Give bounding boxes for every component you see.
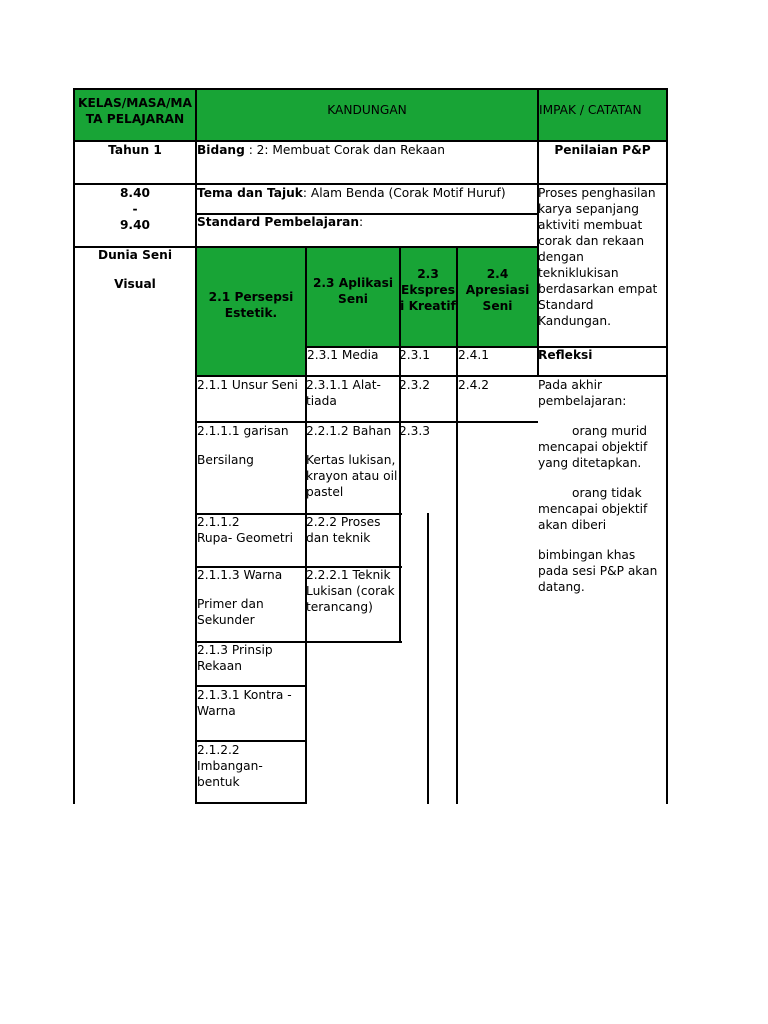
subheader-apresiasi — [458, 266, 537, 314]
cell-warna-aplikasi — [306, 567, 395, 615]
cell-media-ekspresi: 2.3.1 — [399, 348, 431, 362]
standard-row — [197, 214, 363, 230]
header-kelas-line1: KELAS/MASA/MA — [78, 96, 192, 110]
tema-label: Tema dan Tajuk — [197, 186, 303, 200]
proses-line: aktiviti membuat — [538, 218, 643, 232]
header-kandungan: KANDUNGAN — [327, 103, 407, 117]
grid-line — [427, 513, 429, 804]
bidang-row — [197, 142, 445, 158]
tahun-label: Tahun 1 — [108, 143, 162, 157]
subheader-persepsi — [197, 289, 305, 321]
grid-line — [456, 421, 458, 804]
cell-prinsip-persepsi-line1: 2.1.3 Prinsip — [197, 643, 273, 657]
subheader-ekspresi-line2: Ekspres — [401, 283, 455, 297]
proses-line: Proses penghasilan — [538, 186, 656, 200]
murid-line: yang ditetapkan. — [538, 456, 642, 470]
proses-line: corak dan rekaan — [538, 234, 645, 248]
cell-garisan-persepsi — [197, 423, 289, 468]
cell-rupa-persepsi-line2: Rupa- Geometri — [197, 531, 294, 545]
cell-warna-persepsi-line1: 2.1.1.3 Warna — [197, 568, 283, 582]
pada-line: Pada akhir — [538, 378, 602, 392]
cell-warna-aplikasi-line1: 2.2.2.1 Teknik — [306, 568, 391, 582]
tidak-line: mencapai objektif — [538, 502, 648, 516]
subheader-aplikasi-line2: Seni — [338, 292, 368, 306]
grid-line — [666, 88, 668, 804]
time-start: 8.40 — [119, 186, 151, 200]
proses-line: berdasarkan empat — [538, 282, 658, 296]
cell-garisan-aplikasi — [306, 423, 397, 500]
cell-imbangan-persepsi — [197, 742, 263, 790]
cell-prinsip-persepsi-line2: Rekaan — [197, 659, 242, 673]
standard-label: Standard Pembelajaran — [197, 215, 360, 229]
cell-garisan-aplikasi-line3: krayon atau oil — [306, 469, 398, 483]
subheader-aplikasi-line1: 2.3 Aplikasi — [312, 276, 394, 290]
cell-media-aplikasi: 2.3.1 Media — [307, 348, 379, 362]
proses-line: karya sepanjang — [538, 202, 639, 216]
proses-line: dengan — [538, 250, 584, 264]
subheader-aplikasi — [307, 275, 399, 307]
cell-unsur-apresiasi: 2.4.2 — [458, 378, 490, 392]
cell-kontra-persepsi — [197, 687, 292, 719]
bidang-value: : 2: Membuat Corak dan Rekaan — [244, 143, 445, 157]
cell-garisan-aplikasi-line4: pastel — [306, 485, 344, 499]
cell-media-apresiasi: 2.4.1 — [458, 348, 490, 362]
proses-text — [538, 185, 657, 329]
cell-unsur-persepsi: 2.1.1 Unsur Seni — [197, 378, 298, 392]
cell-prinsip-persepsi — [197, 642, 273, 674]
subject-line1: Dunia Seni — [97, 248, 172, 262]
cell-kontra-persepsi-line1: 2.1.3.1 Kontra - — [197, 688, 292, 702]
header-impak: IMPAK / CATATAN — [539, 103, 642, 117]
tidak-blank-line: orang tidak — [572, 486, 642, 500]
time-dash: - — [132, 202, 138, 216]
tema-value: : Alam Benda (Corak Motif Huruf) — [302, 186, 506, 200]
header-kelas — [75, 95, 195, 127]
cell-warna-persepsi — [197, 567, 282, 628]
cell-garisan-aplikasi-line1: 2.2.1.2 Bahan — [306, 424, 392, 438]
bimbingan-line: bimbingan khas — [538, 548, 636, 562]
cell-garisan-persepsi-line2: Bersilang — [197, 453, 254, 467]
cell-warna-aplikasi-line3: terancang) — [306, 600, 373, 614]
cell-rupa-persepsi-line1: 2.1.1.2 — [197, 515, 240, 529]
pada-line: pembelajaran: — [538, 394, 627, 408]
subheader-apresiasi-line1: 2.4 — [486, 267, 509, 281]
refleksi-label: Refleksi — [538, 348, 593, 362]
cell-imbangan-persepsi-line1: 2.1.2.2 — [197, 743, 240, 757]
subheader-persepsi-line2: Estetik. — [224, 306, 278, 320]
subheader-ekspresi-line3: i Kreatif — [400, 299, 456, 313]
subheader-apresiasi-line3: Seni — [482, 299, 513, 313]
time-range — [75, 185, 195, 233]
subheader-ekspresi — [400, 266, 456, 314]
tema-row — [197, 185, 506, 201]
reflection-text — [538, 377, 657, 595]
time-end: 9.40 — [119, 218, 151, 232]
cell-imbangan-persepsi-line2: Imbangan- — [197, 759, 263, 773]
cell-warna-persepsi-line2: Primer dan — [197, 597, 264, 611]
subheader-ekspresi-line1: 2.3 — [417, 267, 439, 281]
cell-warna-aplikasi-line2: Lukisan (corak — [306, 584, 395, 598]
cell-garisan-persepsi-line1: 2.1.1.1 garisan — [197, 424, 289, 438]
cell-unsur-ekspresi: 2.3.2 — [399, 378, 431, 392]
proses-line: Kandungan. — [538, 314, 611, 328]
grid-line — [73, 88, 668, 90]
cell-rupa-persepsi — [197, 514, 293, 546]
cell-garisan-ekspresi: 2.3.3 — [399, 424, 431, 438]
header-kelas-line2: TA PELAJARAN — [85, 112, 185, 126]
penilaian-label: Penilaian P&P — [554, 143, 651, 157]
bimbingan-line: pada sesi P&P akan — [538, 564, 658, 578]
persepsi-fill-extend — [196, 346, 306, 376]
standard-colon: : — [359, 215, 364, 229]
cell-garisan-aplikasi-line2: Kertas lukisan, — [306, 453, 396, 467]
tidak-line: akan diberi — [538, 518, 607, 532]
subheader-persepsi-line1: 2.1 Persepsi — [208, 290, 294, 304]
grid-line — [195, 802, 307, 804]
bimbingan-line: datang. — [538, 580, 585, 594]
subheader-apresiasi-line2: Apresiasi — [465, 283, 530, 297]
proses-line: tekniklukisan — [538, 266, 619, 280]
bidang-label: Bidang — [197, 143, 245, 157]
cell-rupa-aplikasi-line1: 2.2.2 Proses — [306, 515, 381, 529]
cell-warna-persepsi-line3: Sekunder — [197, 613, 255, 627]
cell-rupa-aplikasi — [306, 514, 380, 546]
cell-unsur-aplikasi — [306, 377, 381, 409]
murid-line: mencapai objektif — [538, 440, 648, 454]
cell-rupa-aplikasi-line2: dan teknik — [306, 531, 371, 545]
proses-line: Standard — [538, 298, 594, 312]
cell-unsur-aplikasi-line2: tiada — [306, 394, 337, 408]
murid-blank-line: orang murid — [572, 424, 647, 438]
subject-line2: Visual — [114, 277, 156, 291]
cell-imbangan-persepsi-line3: bentuk — [197, 775, 240, 789]
cell-unsur-aplikasi-line1: 2.3.1.1 Alat- — [306, 378, 381, 392]
cell-kontra-persepsi-line2: Warna — [197, 704, 236, 718]
